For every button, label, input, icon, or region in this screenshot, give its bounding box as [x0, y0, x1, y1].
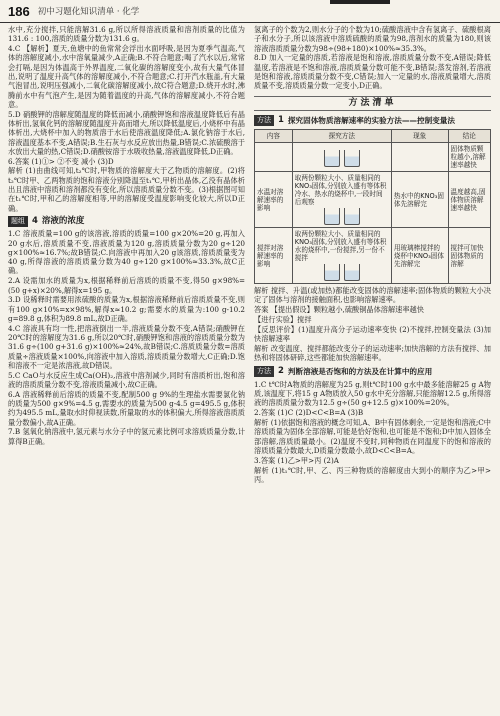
page-header — [0, 0, 500, 23]
row-label — [255, 143, 293, 172]
answer-paragraph: 6.答案 (1)①> ②不变 减小 (3)D — [8, 156, 114, 166]
running-title: 初中习题化知识清单 · 化学 — [37, 7, 140, 17]
beaker-icon — [324, 264, 340, 281]
answer-paragraph: 水中,充分搅拌,只能溶解31.6 g,所以所得溶液质量和溶剂质量的比值为131.6 : 100,溶质的质量分数为131.6 g。 — [8, 25, 245, 44]
conclusion-cell: 固体物质颗粒越小,溶解速率越快 — [448, 143, 491, 172]
beaker-icon — [324, 150, 340, 167]
section-tag-label: 题组 — [8, 216, 28, 227]
answer-paragraph: 【进行实验】搅拌 — [254, 315, 312, 325]
answer-paragraph: 解析 搅拌、升温(或加热)都能改变固体的溶解速率;固体物质的颗粒大小决定了固体与溶剂的接触面积,也影响溶解速率。 — [254, 286, 491, 305]
table-row — [255, 172, 491, 228]
answer-paragraph: 5.C CaO与水反应生成Ca(OH)₂,溶液中溶剂减少,同时有溶质析出,饱和溶液的溶质质量分数不变,溶液质量减小,故C正确。 — [8, 370, 245, 389]
method-tag-label: 方法 — [254, 115, 274, 126]
beaker-icon — [344, 264, 360, 281]
method-number: 1 — [278, 114, 284, 125]
answer-paragraph: 答案 【提出假设】颗粒越小,硫酸铜晶体溶解速率越快 — [254, 305, 424, 315]
column-header: 内容 — [255, 130, 293, 143]
section-title: 溶液的浓度 — [41, 215, 85, 226]
answer-paragraph: 4.C 溶液具有均一性,把溶液倒出一半,溶液质量分数不变,A错误;硝酸钾在20℃时的溶解度为31.6 g,所以20℃时,硝酸钾饱和溶液的溶质质量分数为31.6 g÷(100 g+31.6 g)×100%≈24%,故B错误;C.溶质质量分数=溶质质量÷溶液质量×100%,向溶液中加入溶质,溶质质量分数增大,C正确;D.饱和溶液不一定是浓溶液,故D错误。 — [8, 323, 245, 370]
phenomenon-cell: 用玻璃棒搅拌的烧杯中KNO₃固体先溶解完 — [391, 228, 448, 284]
beaker-diagram — [295, 150, 389, 167]
beaker-diagram — [295, 208, 389, 225]
method-cell — [292, 143, 391, 172]
answer-paragraph: 氢离子的个数为2,则水分子的个数为10;硫酸溶液中含有氢离子、硫酸根离子和水分子,所以该溶液中溶质硫酸的质量为98,溶剂水的质量为180,则该溶液溶质质量分数为98÷(98+180)×100%≈35.3%。 — [254, 25, 491, 53]
method-title: 判断溶液是否饱和的方法及在计算中的应用 — [287, 366, 433, 376]
method-number: 2 — [278, 365, 284, 376]
answer-paragraph: 6.A 溶液稀释前后溶质的质量不变,配制500 g 9%的生理盐水需要氯化钠的质量为500 g×9%=4.5 g,需要水的质量为500 g-4.5 g=495.5 g,体积约为495.5 mL,量取水时仰视读数,所量取的水的体积偏大,所得溶液溶质质量分数偏小,故A正确。 — [8, 389, 245, 427]
answer-paragraph: 解析 (1)t₁℃时,甲、乙、丙三种物质的溶解度由大到小的顺序为乙>甲>丙。 — [254, 465, 491, 484]
left-column — [8, 25, 245, 713]
method-cell: 取两份颗粒大小、质量相同的KNO₃固体,分别放入盛有等体积水的烧杯中,一份搅拌,另一份不搅拌 — [292, 228, 391, 284]
answer-paragraph: 解析 (1)依据饱和溶液的概念可知,A、B中有固体剩余,一定是饱和溶液;C中溶质质量为固体全部溶解,可能是恰好饱和,也可能是不饱和;D中加入固体全部溶解,溶质质量最小。(2)温度不变时,同种物质在同温度下的饱和溶液的溶质质量分数最大,D质量分数最小,故D<C<B=A。 — [254, 418, 491, 455]
method-tag-label: 方法 — [254, 366, 274, 377]
experiment-table — [254, 129, 491, 284]
answer-paragraph: 解析 改变温度、搅拌都能改变分子的运动速率;加快溶解的方法有搅拌、加热和将固体研碎,这些都能加快溶解速率。 — [254, 343, 491, 363]
answer-paragraph: 2.A 设需加水的质量为x,根据稀释前后溶质的质量不变,得50 g×98%=(50 g+x)×20%,解得x=195 g。 — [8, 276, 245, 295]
answer-paragraph: 7.B 氢氧化钠溶液中,氢元素与水分子中的氢元素比例可求溶质质量分数,计算得B正确。 — [8, 427, 245, 446]
method-cell: 取两份颗粒大小、质量相同的KNO₃固体,分别放入盛有等体积冷水、热水的烧杯中,一段时间后观察 — [292, 172, 391, 228]
header-decoration-bar — [330, 0, 390, 4]
row-label: 水温对溶解速率的影响 — [255, 172, 293, 228]
answer-paragraph: 1.C 溶液质量=100 g的该溶液,溶质的质量=100 g×20%=20 g,再加入20 g水后,溶质质量不变,溶液质量为120 g,溶质质量分数为20 g÷120 g×100%≈16.7%;故B错误;C.向溶液中再加入20 g该溶质,溶质质量变为40 g,所得溶液的溶质质量分数为40 g÷120 g×100%≈33.3%,故C正确。 — [8, 229, 245, 276]
column-header: 探究方法 — [292, 130, 391, 143]
beaker-diagram — [295, 264, 389, 281]
answer-paragraph: 1.C t℃时A物质的溶解度为25 g,则t℃时100 g水中最多能溶解25 g A物质,该温度下,将15 g A物质放入50 g水中充分溶解,只能溶解12.5 g,所得溶液的溶质质量分数为12.5 g÷(50 g+12.5 g)×100%=20%。 — [254, 379, 491, 408]
method-heading-2 — [254, 366, 491, 377]
right-column — [254, 25, 491, 713]
conclusion-cell: 搅拌可加快固体物质的溶解 — [448, 228, 491, 284]
section-heading-4 — [8, 216, 245, 227]
answer-paragraph: 3.D 设稀释时需要用浓硫酸的质量为x,根据溶液稀释前后溶质质量不变,则有100 g×10%=x×98%,解得x≈10.2 g;需要水的质量为:100 g-10.2 g=89.8 g,体积为89.8 mL,故D正确。 — [8, 295, 245, 323]
answer-paragraph: 2.答案 (1)C (2)D<C<B=A (3)B — [254, 408, 364, 418]
column-header: 现象 — [391, 130, 448, 143]
beaker-icon — [344, 150, 360, 167]
answer-paragraph: 8.D 加入一定量的溶质,若溶液是饱和溶液,溶质质量分数不变,A错误;降低温度,若溶液是不饱和溶液,溶质质量分数可能不变,B错误;蒸发溶剂,若溶液是饱和溶液,溶质质量分数不变,C错误;加入一定量的水,溶液质量增大,溶质质量不变,溶质质量分数一定变小,D正确。 — [254, 53, 491, 91]
beaker-icon — [344, 208, 360, 225]
table-header-row — [255, 130, 491, 143]
column-header: 结论 — [448, 130, 491, 143]
method-title: 探究固体物质溶解速率的实验方法——控制变量法 — [287, 115, 455, 125]
answer-paragraph: 【反思评价】(1)温度升高分子运动速率变快 (2)不搅拌,控制变量法 (3)加快溶解速率 — [254, 324, 491, 344]
answer-paragraph: 解析 (1)由曲线可知,t₂℃时,甲物质的溶解度大于乙物质的溶解度。(2)将t₂℃时甲、乙两物质的饱和溶液分别降温至t₁℃,甲析出晶体,乙没有晶体析出且溶液中溶质和溶剂都没有变化,所以溶质质量分数不变。(3)根据图可知在t₁℃时,甲和乙的溶解度相等,甲的溶解度受温度影响变化较大,所以D正确。 — [8, 166, 245, 213]
phenomenon-cell: 热水中的KNO₃固体先溶解完 — [391, 172, 448, 228]
method-heading-1 — [254, 115, 491, 126]
method-list-banner: 方法清单 — [254, 96, 491, 111]
row-label: 搅拌对溶解速率的影响 — [255, 228, 293, 284]
table-row — [255, 143, 491, 172]
beaker-icon — [324, 208, 340, 225]
page-number: 186 — [8, 3, 30, 19]
answer-paragraph: 3.答案 (1)乙>甲>丙 (2)A — [254, 455, 339, 465]
section-number: 4 — [32, 215, 38, 226]
answer-paragraph: 4.C 【解析】夏天,鱼塘中的鱼常常会浮出水面呼吸,是因为夏季气温高,气体的溶解度减小,水中溶氧量减少,A正确;B.不符合题意;喝了汽水以后,常常会打嗝,是因为体温高于外界温度,二氧化碳的溶解度变小,故有大量气体冒出,说明了温度升高气体的溶解度减小,不符合题意;C.打开汽水瓶盖,有大量气泡冒出,说明压强减小,二氧化碳溶解度减小,故C符合题意;D.烧开水时,沸腾前水中有气泡产生,是因为随着温度的升高,气体的溶解度减小,不符合题意。 — [8, 44, 245, 109]
table-row — [255, 228, 491, 284]
phenomenon-cell — [391, 143, 448, 172]
answer-paragraph: 5.D 硝酸钾的溶解度随温度的降低而减小,硝酸钾饱和溶液温度降低后有晶体析出,氢氧化钙的溶解度随温度升高而增大,所以降低温度后,小烧杯中有晶体析出,大烧杯中加入的物质溶于水后使溶液温度降低;A.氯化钠溶于水后,溶液温度基本不变,A错误;B.生石灰与水反应放出热量,B错误;C.浓硫酸溶于水放出大量的热,C错误;D.硝酸铵溶于水吸收热量,溶液温度降低,D正确。 — [8, 109, 245, 156]
conclusion-cell: 温度越高,固体物质溶解速率越快 — [448, 172, 491, 228]
